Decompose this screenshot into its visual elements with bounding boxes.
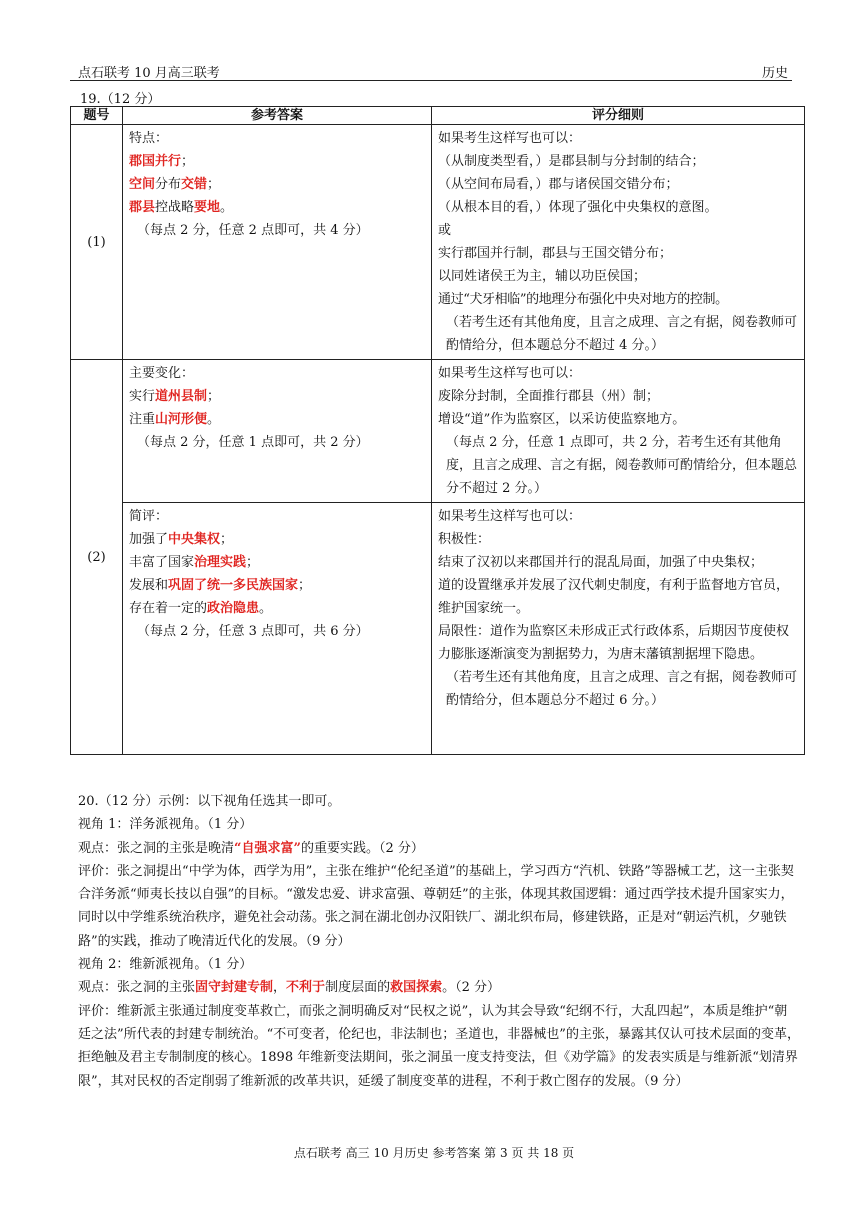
row-number: (2)	[71, 360, 123, 755]
rule-line: 积极性：	[438, 532, 491, 547]
rule-line: 或	[438, 223, 452, 238]
answer-line: 郡县控战略要地。	[129, 200, 234, 215]
rule-line: （从制度类型看，）是郡县制与分封制的结合；	[438, 154, 705, 169]
viewpoint-line: 观点：张之洞的主张是晚清“自强求富”的重要实践。（2 分）	[78, 840, 424, 856]
page-footer: 点石联考 高三 10 月历史 参考答案 第 3 页 共 18 页	[293, 1146, 575, 1160]
rules-cell	[432, 360, 805, 503]
rule-line: （从空间布局看，）郡与诸侯国交错分布；	[438, 177, 679, 192]
answer-cell	[123, 125, 432, 360]
question-20	[78, 790, 800, 1093]
answer-line: 特点：	[129, 131, 169, 146]
table-row	[71, 503, 805, 755]
viewpoint-line: 观点：张之洞的主张固守封建专制，不利于制度层面的救国探索。（2 分）	[78, 980, 500, 996]
evaluation-paragraph: 评价：维新派主张通过制度变革救亡，而张之洞明确反对“民权之说”，认为其会导致“纪纲不行，大乱四起”，本质是维护“朝廷之法”所代表的封建专制统治。“不可变者，伦纪也，非法制也；圣道也，非器械也”的主张，暴露其仅认可技术层面的变革，拒绝触及君主专制制度的核心。1898 年维新变法期间，张之洞虽一度支持变法，但《劝学篇》的发表实质是与维新派“划清界限”，其对民权的否定削弱了维新派的改革共识，延缓了制度变革的进程，不利于救亡图存的发展。（9 分）	[78, 1003, 800, 1089]
page-header	[70, 58, 792, 81]
exam-name: 点石联考 10 月高三联考	[78, 66, 220, 81]
perspective-heading: 视角 1：洋务派视角。（1 分）	[78, 817, 253, 833]
rule-line: 结束了汉初以来郡国并行的混乱局面，加强了中央集权；	[438, 555, 764, 570]
answer-line: 发展和巩固了统一多民族国家；	[129, 578, 312, 593]
question-19-title: 19.（12 分）	[80, 92, 161, 107]
table-header-row	[71, 107, 805, 125]
rule-line: 增设“道”作为监察区，以采访使监察地方。	[438, 412, 686, 427]
rule-line: （从根本目的看，）体现了强化中央集权的意图。	[438, 200, 718, 215]
table-row	[71, 125, 805, 360]
perspective-heading: 视角 2：维新派视角。（1 分）	[78, 957, 253, 973]
rule-line: （若考生还有其他角度，且言之成理、言之有据，阅卷教师可酌情给分，但本题总分不超过 6 分。）	[446, 670, 798, 708]
question-20-title: 20.（12 分）示例：以下视角任选其一即可。	[78, 794, 341, 809]
subject-name: 历史	[761, 66, 788, 81]
rule-line: 通过“犬牙相临”的地理分布强化中央对地方的控制。	[438, 292, 728, 307]
col-header-answer: 参考答案	[123, 107, 432, 125]
answer-line: 加强了中央集权；	[129, 532, 234, 547]
rule-line: 废除分封制，全面推行郡县（州）制；	[438, 389, 660, 404]
rule-line: 如果考生这样写也可以：	[438, 509, 582, 524]
answer-line: 郡国并行；	[129, 154, 195, 169]
rule-line: （若考生还有其他角度，且言之成理、言之有据，阅卷教师可酌情给分，但本题总分不超过 4 分。）	[446, 315, 798, 353]
table-row	[71, 360, 805, 503]
answer-line: 简评：	[129, 509, 169, 524]
evaluation-paragraph: 评价：张之洞提出“中学为体，西学为用”，主张在维护“伦纪圣道”的基础上，学习西方“汽机、铁路”等器械工艺，这一主张契合洋务派“师夷长技以自强”的目标。“激发忠爱、讲求富强、尊朝廷”的主张，体现其救国逻辑：通过西学技术提升国家实力，同时以中学维系统治秩序，避免社会动荡。张之洞在湖北创办汉阳铁厂、湖北织布局，修建铁路，正是对“朝运汽机，夕驰铁路”的实践，推动了晚清近代化的发展。（9 分）	[78, 863, 794, 949]
score-note: （每点 2 分，任意 1 点即可，共 2 分）	[137, 435, 369, 450]
answer-line: 存在着一定的政治隐患。	[129, 601, 273, 616]
answer-table	[70, 106, 805, 755]
answer-line: 实行道州县制；	[129, 389, 221, 404]
col-header-rules: 评分细则	[432, 107, 805, 125]
col-header-num: 题号	[71, 107, 123, 125]
rules-cell	[432, 503, 805, 755]
score-note: （每点 2 分，任意 2 点即可，共 4 分）	[137, 223, 369, 238]
answer-cell	[123, 360, 432, 503]
score-note: （每点 2 分，任意 3 点即可，共 6 分）	[137, 624, 369, 639]
rule-line: 如果考生这样写也可以：	[438, 131, 582, 146]
answer-line: 主要变化：	[129, 366, 195, 381]
row-number: (1)	[71, 125, 123, 360]
rule-line: （每点 2 分，任意 1 点即可，共 2 分，若考生还有其他角度，且言之成理、言之有据，阅卷教师可酌情给分，但本题总分不超过 2 分。）	[446, 435, 798, 496]
rule-line: 道的设置继承并发展了汉代刺史制度，有利于监督地方官员，维护国家统一。	[438, 578, 790, 616]
rule-line: 局限性：道作为监察区未形成正式行政体系，后期因节度使权力膨胀逐渐演变为割据势力，为唐末藩镇割据埋下隐患。	[438, 624, 790, 662]
rule-line: 以同姓诸侯王为主，辅以功臣侯国；	[438, 269, 647, 284]
rules-cell	[432, 125, 805, 360]
answer-line: 注重山河形便。	[129, 412, 221, 427]
answer-line: 空间分布交错；	[129, 177, 221, 192]
answer-line: 丰富了国家治理实践；	[129, 555, 260, 570]
rule-line: 如果考生这样写也可以：	[438, 366, 582, 381]
answer-cell	[123, 503, 432, 755]
rule-line: 实行郡国并行制，郡县与王国交错分布；	[438, 246, 673, 261]
